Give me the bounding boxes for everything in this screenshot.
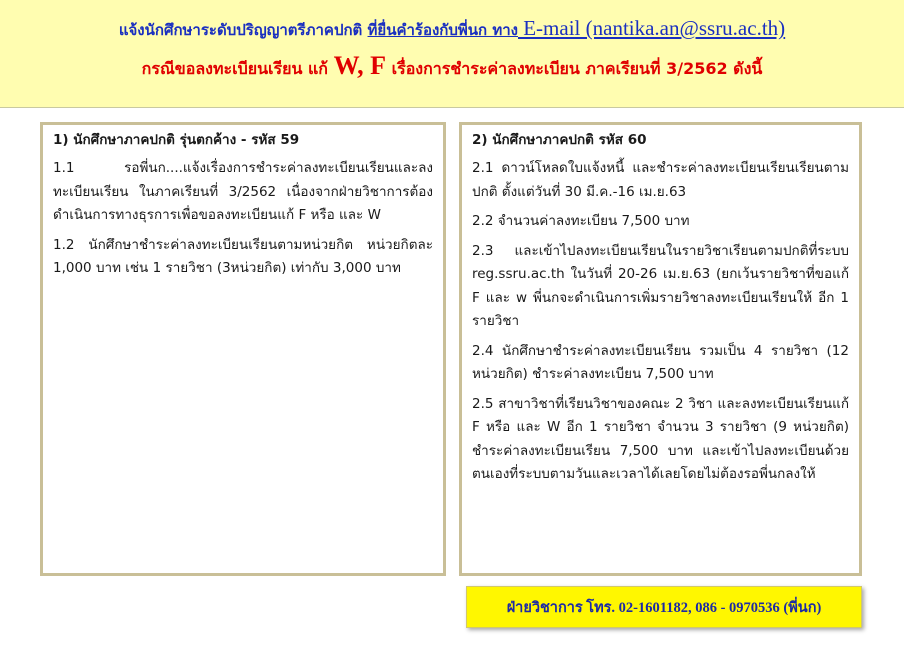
- panel-title: 2) นักศึกษาภาคปกติ รหัส 60: [472, 132, 647, 148]
- paragraph-1-1: 1.1 รอพี่นก....แจ้งเรื่องการชำระค่าลงทะเบียนเรียนและลงทะเบียนเรียน ในภาคเรียนที่ 3/2562 เนื่องจากฝ่ายวิชาการต้องดำเนินการทางธุรการเพื่อขอลงทะเบียนแก้ F หรือ และ W: [53, 160, 433, 223]
- paragraph-2-5: 2.5 สาขาวิชาที่เรียนวิชาของคณะ 2 วิชา และลงทะเบียนเรียนแก้ F หรือ และ W อีก 1 รายวิชา จำนวน 3 รายวิชา (9 หน่วยกิต) ชำระค่าลงทะเบียนเรียน 7,500 บาท และเข้าไปลงทะเบียนด้วยตนเองที่ระบบตามวันและเวลาได้เลยโดยไม่ต้องรอพี่นกลงให้: [472, 395, 849, 482]
- header-line-1-prefix: แจ้งนักศึกษาระดับปริญญาตรีภาคปกติ: [118, 21, 368, 39]
- paragraph-2-1: 2.1 ดาวน์โหลดใบแจ้งหนี้ และชำระค่าลงทะเบียนเรียนเรียนตามปกติ ตั้งแต่วันที่ 30 มี.ค.-16 เม.ย.63: [472, 160, 849, 200]
- paragraph-2-2: 2.2 จำนวนค่าลงทะเบียน 7,500 บาท: [472, 213, 690, 229]
- header-line-1: [0, 16, 904, 42]
- header-line-2-suffix: เรื่องการชำระค่าลงทะเบียน ภาคเรียนที่ 3/2562 ดังนี้: [386, 59, 763, 78]
- announcement-header: [0, 0, 904, 108]
- paragraph-1-2: 1.2 นักศึกษาชำระค่าลงทะเบียนเรียนตามหน่วยกิต หน่วยกิตละ 1,000 บาท เช่น 1 รายวิชา (3หน่วยกิต) เท่ากับ 3,000 บาท: [53, 236, 433, 276]
- panel-title: 1) นักศึกษาภาคปกติ รุ่นตกค้าง - รหัส 59: [53, 132, 300, 148]
- header-line-2: [0, 51, 904, 82]
- panel-students-code-60: [459, 122, 862, 576]
- header-line-2-grades: W, F: [333, 51, 387, 80]
- contact-box: ฝ่ายวิชาการ โทร. 02-1601182, 086 - 0970536 (พี่นก): [466, 586, 862, 628]
- contact-email[interactable]: E-mail (nantika.an@ssru.ac.th): [517, 16, 786, 40]
- panel-students-code-59: [40, 122, 446, 576]
- paragraph-2-4: 2.4 นักศึกษาชำระค่าลงทะเบียนเรียน รวมเป็น 4 รายวิชา (12 หน่วยกิต) ชำระค่าลงทะเบียน 7,500 บาท: [472, 342, 849, 382]
- header-line-2-prefix: กรณีขอลงทะเบียนเรียน แก้: [141, 59, 334, 78]
- paragraph-2-3: 2.3 และเข้าไปลงทะเบียนเรียนในรายวิชาเรียนตามปกติที่ระบบ reg.ssru.ac.th ในวันที่ 20-26 เม.ย.63 (ยกเว้นรายวิชาที่ขอแก้ F และ w พี่นกจะดำเนินการเพิ่มรายวิชาลงทะเบียนเรียนให้ อีก 1 รายวิชา: [472, 242, 849, 329]
- header-line-1-underlined: ที่ยื่นคำร้องกับพี่นก ทาง: [367, 21, 518, 39]
